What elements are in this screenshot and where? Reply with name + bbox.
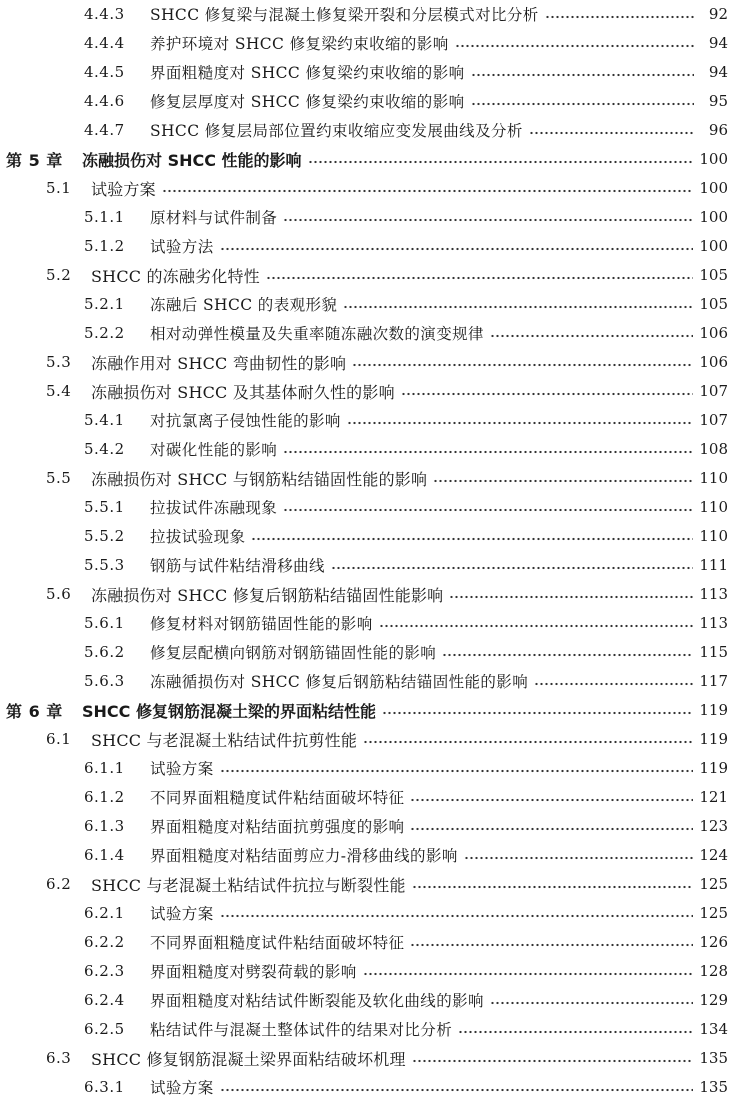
dot-leader <box>266 276 693 280</box>
toc-entry-number: 4.4.5 <box>84 63 125 81</box>
dot-leader <box>464 856 694 860</box>
toc-entry-number: 5.2 <box>46 266 72 284</box>
dot-leader <box>471 102 694 106</box>
dot-leader <box>363 972 694 976</box>
toc-entry-subsection[interactable] <box>0 1073 730 1101</box>
toc-entry-title: 拉拔试验现象 <box>150 528 246 546</box>
toc-entry-subsection[interactable] <box>0 609 730 637</box>
dot-leader <box>410 827 693 831</box>
toc-entry-number: 5.2.2 <box>84 324 125 342</box>
toc-entry-chapter[interactable] <box>0 145 730 173</box>
toc-entry-page-number: 106 <box>699 324 728 342</box>
toc-entry-title: 不同界面粗糙度试件粘结面破坏特征 <box>150 789 405 807</box>
toc-entry-number: 6.1.3 <box>84 817 125 835</box>
toc-entry-title: 冻融损伤对 SHCC 及其基体耐久性的影响 <box>91 382 395 402</box>
dot-leader <box>283 218 693 222</box>
toc-entry-number: 6.3 <box>46 1049 72 1067</box>
dot-leader <box>455 44 694 48</box>
dot-leader <box>458 1030 693 1034</box>
toc-entry-page-number: 119 <box>699 730 728 748</box>
toc-entry-number: 5.1 <box>46 179 72 197</box>
dot-leader <box>347 421 694 425</box>
toc-entry-title: 相对动弹性模量及失重率随冻融次数的演变规律 <box>150 325 484 343</box>
toc-entry-page-number: 115 <box>699 643 728 661</box>
toc-entry-subsection[interactable] <box>0 841 730 869</box>
toc-entry-page-number: 94 <box>708 34 728 52</box>
toc-entry-title: SHCC 与老混凝土粘结试件抗拉与断裂性能 <box>91 875 406 895</box>
toc-entry-subsection[interactable] <box>0 0 730 28</box>
toc-entry-number: 6.3.1 <box>84 1078 125 1096</box>
toc-entry-subsection[interactable] <box>0 754 730 782</box>
toc-entry-section[interactable] <box>0 348 730 376</box>
dot-leader <box>283 450 693 454</box>
toc-entry-page-number: 110 <box>699 498 728 516</box>
dot-leader <box>251 537 693 541</box>
toc-entry-number: 5.1.1 <box>84 208 125 226</box>
dot-leader <box>343 305 693 309</box>
toc-entry-subsection[interactable] <box>0 783 730 811</box>
dot-leader <box>490 1001 693 1005</box>
toc-entry-title: SHCC 的冻融劣化特性 <box>91 266 260 286</box>
toc-entry-page-number: 124 <box>699 846 728 864</box>
toc-entry-page-number: 113 <box>699 614 728 632</box>
toc-entry-page-number: 105 <box>699 295 728 313</box>
toc-entry-subsection[interactable] <box>0 522 730 550</box>
dot-leader <box>412 1059 694 1063</box>
toc-entry-subsection[interactable] <box>0 1015 730 1043</box>
toc-entry-title: 原材料与试件制备 <box>150 209 278 227</box>
toc-entry-page-number: 117 <box>699 672 728 690</box>
toc-entry-page-number: 113 <box>699 585 728 603</box>
toc-entry-number: 5.5.1 <box>84 498 125 516</box>
toc-entry-page-number: 121 <box>699 788 728 806</box>
toc-entry-subsection[interactable] <box>0 638 730 666</box>
toc-entry-subsection[interactable] <box>0 58 730 86</box>
toc-entry-subsection[interactable] <box>0 928 730 956</box>
toc-entry-title: SHCC 修复层局部位置约束收缩应变发展曲线及分析 <box>150 122 523 140</box>
toc-entry-page-number: 100 <box>699 237 728 255</box>
toc-entry-title: 试验方案 <box>150 1079 214 1097</box>
toc-entry-page-number: 100 <box>699 150 728 168</box>
toc-entry-title: 养护环境对 SHCC 修复梁约束收缩的影响 <box>150 35 449 53</box>
toc-entry-page-number: 108 <box>699 440 728 458</box>
toc-entry-number: 5.5.2 <box>84 527 125 545</box>
toc-entry-title: 冻融循损伤对 SHCC 修复后钢筋粘结锚固性能的影响 <box>150 673 529 691</box>
dot-leader <box>363 740 693 744</box>
toc-entry-title: 界面粗糙度对劈裂荷载的影响 <box>150 963 357 981</box>
toc-entry-title: 修复层配横向钢筋对钢筋锚固性能的影响 <box>150 644 437 662</box>
toc-entry-subsection[interactable] <box>0 87 730 115</box>
toc-entry-number: 6.2.5 <box>84 1020 125 1038</box>
toc-entry-title: 对抗氯离子侵蚀性能的影响 <box>150 412 341 430</box>
dot-leader <box>410 943 693 947</box>
dot-leader <box>529 131 694 135</box>
toc-entry-number: 5.6 <box>46 585 72 603</box>
dot-leader <box>410 798 693 802</box>
toc-entry-page-number: 110 <box>699 527 728 545</box>
toc-entry-title: SHCC 修复钢筋混凝土梁的界面粘结性能 <box>82 701 376 721</box>
toc-entry-number: 5.5.3 <box>84 556 125 574</box>
toc-entry-section[interactable] <box>0 580 730 608</box>
toc-entry-title: SHCC 修复钢筋混凝土梁界面粘结破坏机理 <box>91 1049 406 1069</box>
toc-entry-number: 5.4.2 <box>84 440 125 458</box>
toc-entry-page-number: 123 <box>699 817 728 835</box>
toc-entry-page-number: 107 <box>699 411 728 429</box>
toc-entry-number: 5.6.1 <box>84 614 125 632</box>
toc-entry-subsection[interactable] <box>0 899 730 927</box>
toc-entry-page-number: 135 <box>699 1078 728 1096</box>
toc-entry-section[interactable] <box>0 261 730 289</box>
toc-entry-number: 第 6 章 <box>6 701 63 721</box>
toc-entry-number: 6.1.1 <box>84 759 125 777</box>
toc-entry-subsection[interactable] <box>0 986 730 1014</box>
toc-entry-subsection[interactable] <box>0 493 730 521</box>
toc-entry-subsection[interactable] <box>0 319 730 347</box>
dot-leader <box>220 769 694 773</box>
toc-entry-section[interactable] <box>0 464 730 492</box>
dot-leader <box>449 595 693 599</box>
toc-entry-number: 5.1.2 <box>84 237 125 255</box>
toc-entry-number: 6.1.2 <box>84 788 125 806</box>
toc-entry-number: 6.1 <box>46 730 72 748</box>
toc-entry-section[interactable] <box>0 174 730 202</box>
toc-entry-number: 4.4.6 <box>84 92 125 110</box>
toc-entry-page-number: 105 <box>699 266 728 284</box>
toc-entry-title: 对碳化性能的影响 <box>150 441 278 459</box>
toc-entry-page-number: 119 <box>699 701 728 719</box>
dot-leader <box>379 624 694 628</box>
toc-entry-title: 冻融作用对 SHCC 弯曲韧性的影响 <box>91 353 347 373</box>
toc-entry-number: 6.2.3 <box>84 962 125 980</box>
toc-entry-subsection[interactable] <box>0 551 730 579</box>
toc-entry-page-number: 134 <box>699 1020 728 1038</box>
dot-leader <box>471 73 694 77</box>
toc-entry-page-number: 95 <box>708 92 728 110</box>
toc-entry-subsection[interactable] <box>0 29 730 57</box>
toc-entry-subsection[interactable] <box>0 957 730 985</box>
toc-entry-page-number: 107 <box>699 382 728 400</box>
toc-entry-page-number: 100 <box>699 179 728 197</box>
toc-entry-title: 不同界面粗糙度试件粘结面破坏特征 <box>150 934 405 952</box>
toc-entry-subsection[interactable] <box>0 116 730 144</box>
toc-entry-number: 5.2.1 <box>84 295 125 313</box>
toc-entry-title: 试验方案 <box>91 179 156 199</box>
dot-leader <box>331 566 693 570</box>
toc-entry-section[interactable] <box>0 870 730 898</box>
toc-entry-number: 6.2.2 <box>84 933 125 951</box>
toc-entry-number: 5.3 <box>46 353 72 371</box>
toc-entry-section[interactable] <box>0 377 730 405</box>
toc-entry-page-number: 129 <box>699 991 728 1009</box>
toc-entry-number: 4.4.3 <box>84 5 125 23</box>
dot-leader <box>412 885 694 889</box>
toc-entry-page-number: 125 <box>699 875 728 893</box>
toc-entry-title: 试验方案 <box>150 760 214 778</box>
toc-entry-title: 修复层厚度对 SHCC 修复梁约束收缩的影响 <box>150 93 465 111</box>
toc-entry-title: 界面粗糙度对粘结面抗剪强度的影响 <box>150 818 405 836</box>
toc-entry-section[interactable] <box>0 725 730 753</box>
dot-leader <box>401 392 694 396</box>
toc-entry-page-number: 94 <box>708 63 728 81</box>
toc-entry-page-number: 125 <box>699 904 728 922</box>
toc-entry-title: 试验方法 <box>150 238 214 256</box>
dot-leader <box>382 711 693 715</box>
toc-entry-page-number: 126 <box>699 933 728 951</box>
toc-entry-title: 修复材料对钢筋锚固性能的影响 <box>150 615 373 633</box>
toc-entry-title: 试验方案 <box>150 905 214 923</box>
dot-leader <box>220 914 694 918</box>
toc-entry-number: 6.2.1 <box>84 904 125 922</box>
toc-entry-page-number: 119 <box>699 759 728 777</box>
toc-entry-title: 粘结试件与混凝土整体试件的结果对比分析 <box>150 1021 453 1039</box>
toc-entry-title: 界面粗糙度对 SHCC 修复梁约束收缩的影响 <box>150 64 465 82</box>
toc-entry-number: 5.5 <box>46 469 72 487</box>
toc-entry-number: 6.2.4 <box>84 991 125 1009</box>
toc-entry-page-number: 110 <box>699 469 728 487</box>
toc-entry-number: 5.6.2 <box>84 643 125 661</box>
toc-entry-number: 5.4.1 <box>84 411 125 429</box>
dot-leader <box>283 508 693 512</box>
dot-leader <box>220 247 694 251</box>
toc-entry-title: 钢筋与试件粘结滑移曲线 <box>150 557 325 575</box>
toc-entry-page-number: 96 <box>708 121 728 139</box>
toc-entry-number: 5.4 <box>46 382 72 400</box>
dot-leader <box>220 1088 694 1092</box>
dot-leader <box>442 653 693 657</box>
dot-leader <box>545 15 694 19</box>
toc-entry-title: 冻融损伤对 SHCC 性能的影响 <box>82 150 302 170</box>
dot-leader <box>433 479 693 483</box>
toc-entry-subsection[interactable] <box>0 203 730 231</box>
toc-entry-title: 拉拔试件冻融现象 <box>150 499 278 517</box>
toc-entry-number: 4.4.7 <box>84 121 125 139</box>
toc-entry-page-number: 135 <box>699 1049 728 1067</box>
toc-entry-page-number: 111 <box>699 556 728 574</box>
toc-entry-number: 4.4.4 <box>84 34 125 52</box>
toc-entry-page-number: 128 <box>699 962 728 980</box>
toc-entry-title: 冻融损伤对 SHCC 修复后钢筋粘结锚固性能影响 <box>91 585 444 605</box>
toc-entry-page-number: 92 <box>708 5 728 23</box>
toc-entry-subsection[interactable] <box>0 406 730 434</box>
toc-entry-page-number: 100 <box>699 208 728 226</box>
toc-entry-title: 冻融后 SHCC 的表观形貌 <box>150 296 338 314</box>
toc-entry-title: SHCC 修复梁与混凝土修复梁开裂和分层模式对比分析 <box>150 6 539 24</box>
toc-entry-section[interactable] <box>0 1044 730 1072</box>
toc-entry-title: 界面粗糙度对粘结试件断裂能及软化曲线的影响 <box>150 992 484 1010</box>
toc-entry-subsection[interactable] <box>0 435 730 463</box>
toc-entry-subsection[interactable] <box>0 232 730 260</box>
toc-entry-chapter[interactable] <box>0 696 730 724</box>
dot-leader <box>308 160 694 164</box>
toc-entry-number: 5.6.3 <box>84 672 125 690</box>
toc-entry-subsection[interactable] <box>0 812 730 840</box>
dot-leader <box>534 682 693 686</box>
toc-entry-title: 冻融损伤对 SHCC 与钢筋粘结锚固性能的影响 <box>91 469 428 489</box>
toc-entry-title: SHCC 与老混凝土粘结试件抗剪性能 <box>91 730 358 750</box>
toc-entry-subsection[interactable] <box>0 667 730 695</box>
toc-entry-subsection[interactable] <box>0 290 730 318</box>
dot-leader <box>490 334 693 338</box>
toc-entry-number: 第 5 章 <box>6 150 63 170</box>
dot-leader <box>352 363 693 367</box>
dot-leader <box>162 189 694 193</box>
toc-entry-number: 6.1.4 <box>84 846 125 864</box>
toc-entry-page-number: 106 <box>699 353 728 371</box>
toc-entry-title: 界面粗糙度对粘结面剪应力-滑移曲线的影响 <box>150 847 458 865</box>
toc-entry-number: 6.2 <box>46 875 72 893</box>
